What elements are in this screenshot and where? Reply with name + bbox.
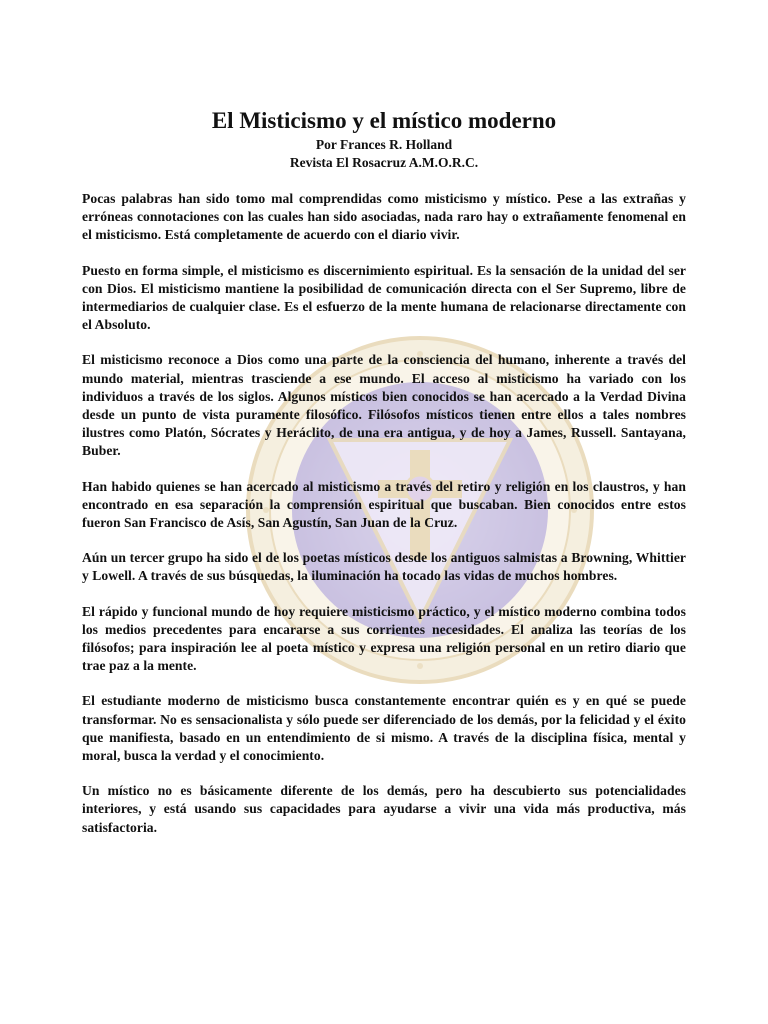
paragraph-7: El estudiante moderno de misticismo busca constantemente encontrar quién es y en qué se puede transformar. No es sensacionalista y sólo puede ser diferenciado de los demás, por la felicidad y el éxito que manifiesta, basado en un entendimiento de si mismo. A través de la disciplina física, mental y moral, busca la verdad y el conocimiento.	[82, 693, 686, 764]
document-author: Por Frances R. Holland	[315, 137, 453, 152]
document-page	[82, 106, 686, 854]
paragraph-4: Han habido quienes se han acercado al misticismo a través del retiro y religión en los claustros, y han encontrado en esa separación la comprensión espiritual que buscaban. Bien conocidos entre estos fueron San Francisco de Asís, San Agustín, San Juan de la Cruz.	[82, 478, 686, 531]
paragraph-2: Puesto en forma simple, el misticismo es discernimiento espiritual. Es la sensación de la unidad del ser con Dios. El misticismo mantiene la posibilidad de comunicación directa con el Ser Supremo, libre de intermediarios de cualquier clase. Es el esfuerzo de la mente humana de relacionarse directamente con el Absoluto.	[82, 262, 686, 333]
paragraph-5: Aún un tercer grupo ha sido el de los poetas místicos desde los antiguos salmistas a Browning, Whittier y Lowell. A través de sus búsquedas, la iluminación ha tocado las vidas de muchos hombres.	[82, 550, 686, 584]
paragraph-3: El misticismo reconoce a Dios como una parte de la consciencia del humano, inherente a través del mundo material, mientras trasciende a ese mundo. El acceso al misticismo ha variado con los individuos a través de los siglos. Algunos místicos bien conocidos se han acercado a la Verdad Divina desde un punto de vista puramente filosófico. Filósofos místicos tienen entre ellos a tales nombres ilustres como Platón, Sócrates y Heráclito, de una era antigua, y de hoy a James, Russell. Santayana, Buber.	[82, 352, 686, 459]
paragraph-8: Un místico no es básicamente diferente de los demás, pero ha descubierto sus potencialidades interiores, y está usando sus capacidades para ayudarse a vivir una vida más productiva, más satisfactoria.	[82, 783, 686, 835]
paragraph-1: Pocas palabras han sido tomo mal comprendidas como misticismo y místico. Pese a las extrañas y erróneas connotaciones con las cuales han sido asociadas, nada raro hay o extrañamente fenomenal en el misticismo. Está completamente de acuerdo con el diario vivir.	[82, 191, 686, 243]
paragraph-6: El rápido y funcional mundo de hoy requiere misticismo práctico, y el místico moderno combina todos los medios precedentes para encararse a sus corrientes necesidades. El analiza las teorías de los filósofos; para inspiración lee al poeta místico y expresa una religión personal en un retiro diario que trae paz a la mente.	[82, 603, 686, 674]
document-source: Revista El Rosacruz A.M.O.R.C.	[289, 155, 479, 170]
document-title: El Misticismo y el místico moderno	[211, 108, 557, 133]
